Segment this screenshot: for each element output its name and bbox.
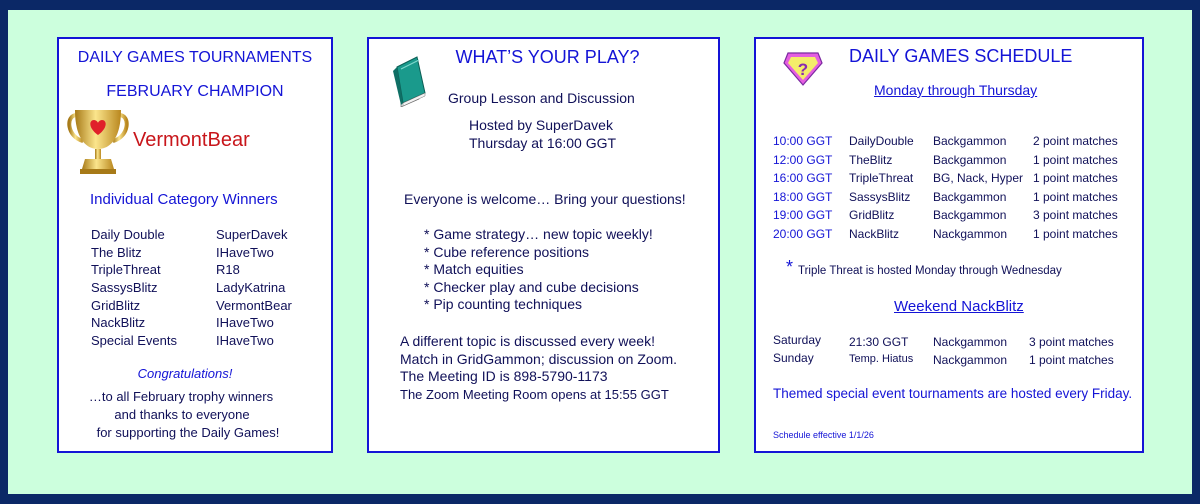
info-line: The Meeting ID is 898-5790-1173 [400, 368, 608, 384]
game-cell: Backgammon [933, 189, 1007, 204]
winner-name: LadyKatrina [216, 280, 286, 296]
format-cell: 1 point matches [1033, 189, 1118, 204]
weekday-heading-link[interactable]: Monday through Thursday [874, 82, 1038, 98]
time-cell: 21:30 GGT [849, 335, 909, 349]
day-cell: Sunday [773, 350, 814, 365]
format-cell: 1 point matches [1029, 352, 1114, 367]
table-row [773, 227, 1118, 246]
event-cell: NackBlitz [849, 226, 900, 241]
game-cell: Backgammon [933, 134, 1007, 148]
format-cell: 1 point matches [1033, 152, 1118, 167]
schedule-panel [754, 37, 1144, 453]
category-heading: Individual Category Winners [90, 191, 278, 208]
table-row [773, 351, 1114, 369]
winner-name: SuperDavek [216, 227, 288, 242]
table-row [773, 190, 1118, 209]
weekend-schedule-table [773, 333, 1114, 368]
weekday-schedule-table [773, 134, 1118, 245]
time-cell: Temp. Hiatus [849, 352, 914, 365]
info-line: Match in GridGammon; discussion on Zoom. [400, 350, 677, 367]
event-cell: TripleThreat [849, 171, 914, 185]
event-cell: SassysBlitz [849, 189, 911, 204]
lesson-host: Hosted by SuperDavek [469, 117, 613, 133]
closing-text [59, 388, 331, 442]
format-cell: 2 point matches [1033, 134, 1118, 148]
time-cell: 16:00 GGT [773, 171, 833, 185]
game-cell: Nackgammon [933, 226, 1008, 241]
trophy-icon [67, 107, 129, 177]
lesson-welcome: Everyone is welcome… Bring your questions! [404, 191, 686, 207]
svg-text:?: ? [797, 60, 809, 79]
format-cell: 3 point matches [1029, 335, 1114, 349]
schedule-title: DAILY GAMES SCHEDULE [849, 46, 1073, 66]
game-cell: Nackgammon [933, 352, 1008, 367]
topic-item: * Game strategy… new topic weekly! [424, 226, 653, 242]
lesson-subtitle: Group Lesson and Discussion [448, 90, 635, 106]
tournaments-panel [57, 37, 333, 453]
time-cell: 18:00 GGT [773, 189, 833, 204]
format-cell: 1 point matches [1033, 226, 1118, 241]
closing-line: …to all February trophy winners [88, 389, 274, 404]
winner-name: IHaveTwo [216, 244, 274, 260]
table-row [773, 208, 1118, 227]
event-cell: DailyDouble [849, 134, 914, 148]
winners-list [91, 227, 292, 351]
zoom-note: The Zoom Meeting Room opens at 15:55 GGT [400, 387, 669, 402]
event-cell: TheBlitz [849, 152, 893, 167]
time-cell: 20:00 GGT [773, 226, 833, 241]
time-cell: 10:00 GGT [773, 134, 833, 148]
topic-item: * Cube reference positions [424, 243, 589, 260]
event-cell: GridBlitz [849, 208, 895, 222]
weekend-heading-link[interactable]: Weekend NackBlitz [894, 298, 1024, 315]
champion-name: VermontBear [133, 129, 250, 151]
question-mark-shield-icon [782, 51, 824, 87]
winner-row [91, 227, 292, 245]
winner-name: VermontBear [216, 297, 292, 313]
topic-item: * Match equities [424, 261, 524, 277]
winner-row [91, 245, 292, 263]
winner-category: GridBlitz [91, 297, 141, 313]
winner-row [91, 315, 292, 333]
winner-row [91, 262, 292, 280]
winner-category: NackBlitz [91, 315, 146, 331]
closing-line: for supporting the Daily Games! [96, 425, 280, 440]
footnote-star: * [786, 257, 794, 277]
game-cell: BG, Nack, Hyper [933, 171, 1024, 185]
winner-row [91, 333, 292, 351]
closing-line: and thanks to everyone [114, 407, 250, 422]
special-events-note: Themed special event tournaments are hosted every Friday. [773, 386, 1133, 401]
day-cell: Saturday [773, 333, 822, 347]
time-cell: 12:00 GGT [773, 152, 833, 167]
winner-category: TripleThreat [91, 262, 161, 278]
lesson-title: WHAT’S YOUR PLAY? [455, 47, 640, 67]
winner-name: R18 [216, 262, 240, 278]
table-row [773, 171, 1118, 190]
table-row [773, 153, 1118, 172]
winner-category: Daily Double [91, 227, 165, 242]
topics-list [424, 226, 653, 314]
winner-category: SassysBlitz [91, 280, 158, 296]
winner-category: Special Events [91, 333, 177, 349]
game-cell: Nackgammon [933, 335, 1008, 349]
tournaments-title: DAILY GAMES TOURNAMENTS [77, 49, 313, 66]
footnote-text: Triple Threat is hosted Monday through Wednesday [798, 265, 1062, 277]
game-cell: Backgammon [933, 208, 1007, 222]
lesson-panel [367, 37, 720, 453]
game-cell: Backgammon [933, 152, 1007, 167]
info-line: A different topic is discussed every week! [400, 333, 655, 349]
lesson-info [400, 333, 677, 386]
table-row [773, 333, 1114, 351]
schedule-effective: Schedule effective 1/1/26 [773, 430, 874, 440]
format-cell: 1 point matches [1033, 171, 1118, 185]
winner-row [91, 280, 292, 298]
winner-category: The Blitz [91, 244, 142, 260]
champion-heading: FEBRUARY CHAMPION [106, 83, 284, 100]
winner-name: IHaveTwo [216, 315, 274, 331]
topic-item: * Pip counting techniques [424, 296, 582, 312]
time-cell: 19:00 GGT [773, 208, 833, 222]
congrats-text: Congratulations! [137, 366, 233, 381]
topic-item: * Checker play and cube decisions [424, 278, 639, 295]
format-cell: 3 point matches [1033, 208, 1118, 222]
table-row [773, 134, 1118, 153]
winner-name: IHaveTwo [216, 333, 274, 349]
lesson-time: Thursday at 16:00 GGT [469, 135, 617, 151]
winner-row [91, 298, 292, 316]
